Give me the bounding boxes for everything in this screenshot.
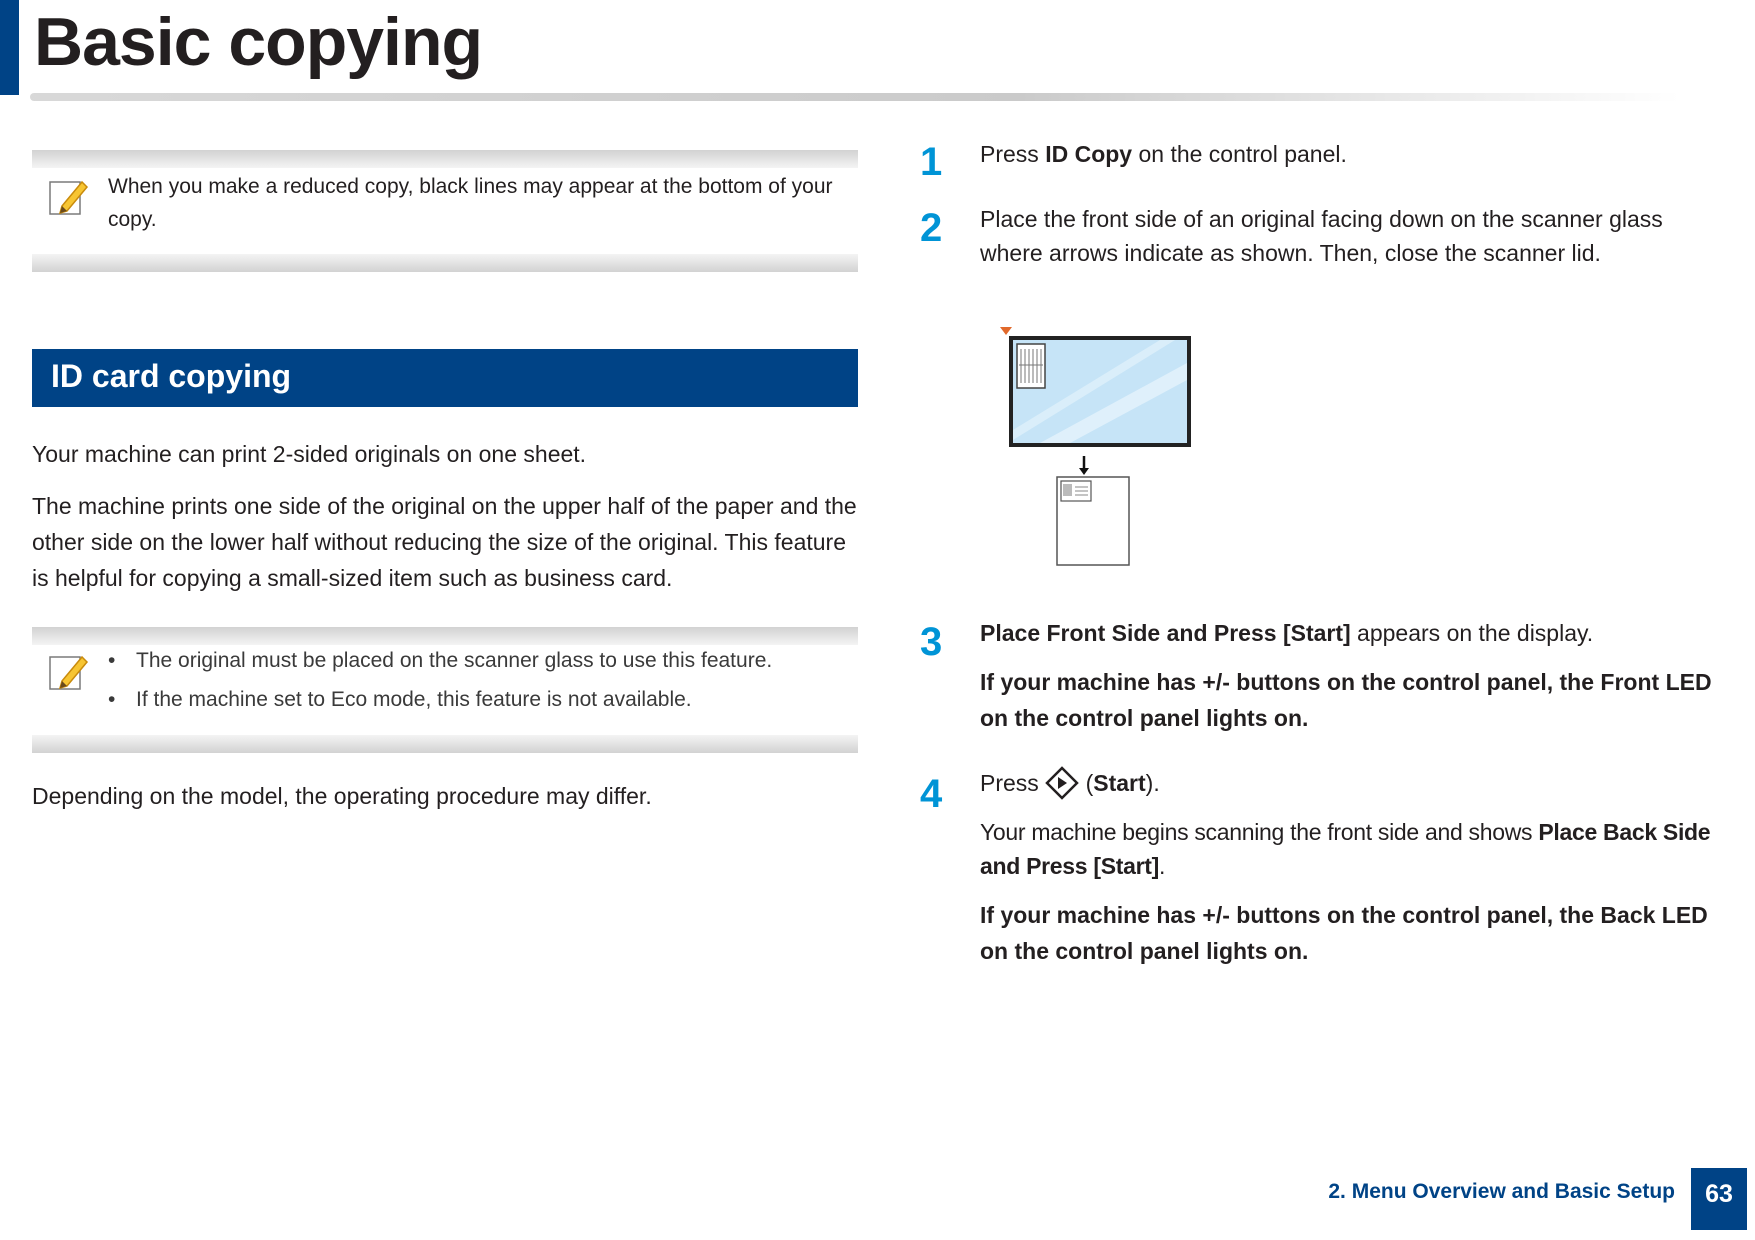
step-2-text: Place the front side of an original facing down on the scanner glass where arrows indicate as shown. Then, close the scanner lid. <box>980 206 1663 266</box>
page-number: 63 <box>1705 1180 1733 1208</box>
note-band-top <box>32 627 858 645</box>
step-4-description: Your machine begins scanning the front side and shows Place Back Side and Press [Start]. <box>980 819 1711 879</box>
note-band-bottom <box>32 254 858 272</box>
step-1-text: Press ID Copy on the control panel. <box>980 141 1347 167</box>
note-bullet-list <box>108 645 848 723</box>
note-box-scanner-glass <box>32 627 858 753</box>
page-number-box <box>1691 1168 1747 1230</box>
footer-chapter: 2. Menu Overview and Basic Setup <box>1328 1180 1675 1203</box>
pencil-note-icon <box>48 176 90 218</box>
step-3-text: Place Front Side and Press [Start] appears on the display. <box>980 620 1594 646</box>
title-divider <box>30 93 1680 101</box>
bullet-mark: • <box>108 688 116 711</box>
step-4-text: Press (Start). <box>980 766 1725 800</box>
step-3-led-note: If your machine has +/- buttons on the control panel, the Front LED on the control panel lights on. <box>980 669 1712 731</box>
section-title: ID card copying <box>51 358 292 394</box>
step-number-1: 1 <box>920 140 943 184</box>
note-text: When you make a reduced copy, black lines may appear at the bottom of your copy. <box>108 175 833 231</box>
scanner-glass-illustration <box>1000 325 1200 570</box>
note-band-bottom <box>32 735 858 753</box>
page-title: Basic copying <box>34 4 483 80</box>
pencil-note-icon <box>48 651 90 693</box>
note-band-top <box>32 150 858 168</box>
step-number-3: 3 <box>920 620 943 664</box>
placement-arrow-icon <box>1000 327 1012 335</box>
list-item: • The original must be placed on the scanner glass to use this feature. <box>108 645 848 677</box>
intro-paragraph-1: Your machine can print 2-sided originals on one sheet. <box>32 441 587 467</box>
title-accent-bar <box>0 0 19 95</box>
section-header <box>32 349 858 407</box>
step-4-led-note: If your machine has +/- buttons on the control panel, the Back LED on the control panel lights on. <box>980 902 1708 964</box>
step-number-2: 2 <box>920 206 943 250</box>
start-diamond-icon <box>1045 766 1079 800</box>
note-box-reduced-copy <box>32 150 858 272</box>
intro-paragraph-2: The machine prints one side of the original on the upper half of the paper and the other side on the lower half without reducing the size of the original. This feature is helpful for copying a small-sized item such as business card. <box>32 493 857 591</box>
bullet-mark: • <box>108 649 116 672</box>
step-number-4: 4 <box>920 772 943 816</box>
model-note: Depending on the model, the operating procedure may differ. <box>32 783 652 809</box>
list-item: • If the machine set to Eco mode, this feature is not available. <box>108 684 848 716</box>
